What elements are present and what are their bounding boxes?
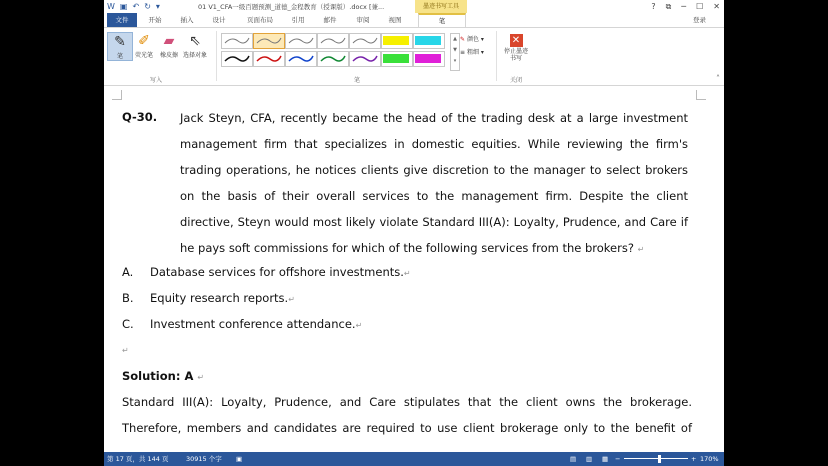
close-button[interactable]: ✕ — [713, 2, 720, 11]
paragraph-mark: ↵ — [355, 321, 363, 330]
paragraph-mark: ↵ — [197, 373, 205, 382]
tab-insert[interactable]: 插入 — [180, 16, 194, 24]
title-bar — [104, 0, 724, 13]
pen-icon: ✎ — [114, 34, 126, 50]
pen-gallery-scroll[interactable]: ▲ ▼ ▾ — [450, 33, 460, 71]
group-label-close: 关闭 — [510, 77, 523, 84]
pen-style-3[interactable] — [285, 33, 317, 49]
stop-inking-button[interactable] — [502, 34, 530, 62]
option-b-label: Equity research reports. — [150, 291, 289, 305]
question-line: on the basis of their overall services to the management firm. Despite the client — [180, 189, 688, 203]
collapse-ribbon-icon[interactable]: ˄ — [716, 74, 720, 83]
option-a-letter: A. — [122, 265, 134, 279]
pen-tool-button[interactable] — [107, 32, 133, 61]
highlighter-magenta[interactable] — [413, 51, 445, 67]
page-count[interactable]: 第 17 页，共 144 页 — [107, 455, 169, 463]
undo-icon[interactable]: ↶ — [132, 2, 140, 11]
window-controls — [651, 0, 720, 13]
document-page[interactable] — [104, 86, 724, 452]
zoom-slider[interactable] — [624, 458, 688, 459]
ink-tools-context-label: 墨迹书写工具 — [415, 0, 467, 13]
tab-references[interactable]: 引用 — [291, 16, 305, 24]
tab-file[interactable]: 文件 — [107, 13, 137, 27]
word-app-icon: W — [107, 2, 115, 11]
redo-icon[interactable]: ↻ — [144, 2, 151, 11]
pen-style-green[interactable] — [317, 51, 349, 67]
pen-style-purple[interactable] — [349, 51, 381, 67]
highlighter-tool-label: 荧光笔 — [134, 52, 153, 59]
paragraph-mark: ↵ — [288, 295, 295, 304]
highlighter-icon: ✐ — [138, 33, 150, 49]
tab-review[interactable]: 审阅 — [356, 16, 370, 24]
cursor-arrow-icon: ⇖ — [189, 33, 201, 49]
question-line: directive, Steyn would most likely violate Standard III(A): Loyalty, Prudence, and Care if — [180, 215, 688, 229]
tab-home[interactable]: 开始 — [148, 16, 162, 24]
select-objects-button[interactable] — [183, 32, 207, 59]
solution-line: Standard III(A): Loyalty, Prudence, and Care stipulates that the client owns the brokerage. — [122, 395, 692, 409]
eraser-icon: ▰ — [163, 33, 175, 49]
pen-style-1[interactable] — [221, 33, 253, 49]
print-layout-icon[interactable]: ▥ — [586, 455, 593, 463]
tab-mailings[interactable]: 邮件 — [323, 16, 337, 24]
question-number: Q-30. — [122, 110, 158, 124]
group-label-write: 写入 — [150, 77, 163, 84]
proofing-icon[interactable]: ▣ — [236, 455, 243, 463]
pen-style-2[interactable] — [253, 33, 285, 49]
pen-color-button[interactable]: ✎ 颜色 ▾ — [460, 36, 484, 43]
tab-view[interactable]: 视图 — [388, 16, 402, 24]
read-mode-icon[interactable]: ▤ — [570, 455, 577, 463]
tab-layout[interactable]: 页面布局 — [247, 16, 273, 24]
pen-style-black[interactable] — [221, 51, 253, 67]
solution-heading — [122, 369, 204, 383]
pen-weight-label: 粗细 — [466, 49, 479, 56]
tab-pen[interactable]: 笔 — [418, 13, 466, 27]
pen-style-4[interactable] — [317, 33, 349, 49]
select-objects-label: 选择对象 — [183, 52, 208, 59]
paragraph-mark: ↵ — [637, 245, 645, 254]
pen-color-icon: ✎ — [460, 36, 466, 43]
login-link[interactable]: 登录 — [693, 16, 706, 24]
question-line: Jack Steyn, CFA, recently became the head of the trading desk at a large investment — [180, 111, 688, 125]
line-weight-icon: ≡ — [460, 49, 466, 56]
zoom-slider-thumb[interactable] — [658, 455, 661, 463]
stop-x-icon: ✕ — [510, 34, 523, 47]
highlighter-tool-button[interactable] — [132, 32, 156, 59]
minimize-button[interactable]: ─ — [681, 2, 687, 11]
paragraph-mark: ↵ — [403, 269, 411, 278]
question-line: management firm that specializes in domestic equities. While reviewing the firm's — [180, 137, 688, 151]
group-label-pens: 笔 — [354, 77, 361, 84]
option-b-text — [150, 291, 295, 305]
option-c-text — [150, 317, 362, 331]
ribbon-tab-bar — [104, 13, 724, 28]
maximize-button[interactable]: ☐ — [696, 2, 704, 11]
margin-corner-mark — [112, 90, 122, 100]
highlighter-cyan[interactable] — [413, 33, 445, 49]
eraser-tool-button[interactable] — [157, 32, 181, 59]
group-divider — [216, 31, 217, 81]
pen-weight-button[interactable]: ≡ 粗细 ▾ — [460, 49, 484, 56]
stop-inking-label: 停止墨迹书写 — [503, 48, 528, 62]
eraser-tool-label: 橡皮擦 — [159, 52, 178, 59]
customize-qat-icon[interactable]: ▾ — [155, 2, 160, 11]
option-c-letter: C. — [122, 317, 134, 331]
highlighter-yellow[interactable] — [381, 33, 413, 49]
pen-style-blue[interactable] — [285, 51, 317, 67]
margin-corner-mark — [696, 90, 706, 100]
solution-label: Solution: A — [122, 369, 194, 383]
option-c-label: Investment conference attendance. — [150, 317, 356, 331]
option-b-letter: B. — [122, 291, 134, 305]
word-window — [104, 0, 724, 466]
pen-gallery — [221, 33, 449, 69]
pen-color-label: 颜色 — [466, 36, 479, 43]
word-count[interactable]: 30915 个字 — [186, 455, 222, 463]
document-title: 01 V1_CFA一级百题预测_道德_金程教育（授课版）.docx [兼... — [198, 3, 385, 11]
zoom-level[interactable]: 170% — [700, 455, 719, 463]
pen-tool-label: 笔 — [116, 53, 123, 60]
solution-line: Therefore, members and candidates are required to use client brokerage only to the benefit of — [122, 421, 692, 435]
ribbon-display-icon[interactable]: ⧉ — [665, 2, 672, 11]
pen-style-5[interactable] — [349, 33, 381, 49]
highlighter-green[interactable] — [381, 51, 413, 67]
question-line: trading operations, he notices clients give discretion to the manager to select brokers — [180, 163, 688, 177]
tab-design[interactable]: 设计 — [212, 16, 226, 24]
empty-paragraph-mark: ↵ — [122, 346, 129, 355]
status-bar — [104, 452, 724, 466]
option-a-text — [150, 265, 411, 279]
zoom-out-icon[interactable]: − — [615, 455, 621, 463]
group-divider — [496, 31, 497, 81]
pen-style-red[interactable] — [253, 51, 285, 67]
web-layout-icon[interactable]: ▦ — [602, 455, 609, 463]
option-a-label: Database services for offshore investments. — [150, 265, 404, 279]
question-line — [180, 235, 688, 263]
zoom-in-icon[interactable]: + — [691, 455, 697, 463]
help-icon[interactable]: ? — [651, 2, 656, 11]
question-line-text: he pays soft commissions for which of the following services from the brokers? — [180, 241, 634, 255]
save-icon[interactable]: ▣ — [119, 2, 128, 11]
quick-access-toolbar — [107, 1, 160, 12]
solution-text — [122, 389, 692, 441]
question-stem — [180, 105, 688, 263]
ribbon-pen — [104, 28, 724, 86]
